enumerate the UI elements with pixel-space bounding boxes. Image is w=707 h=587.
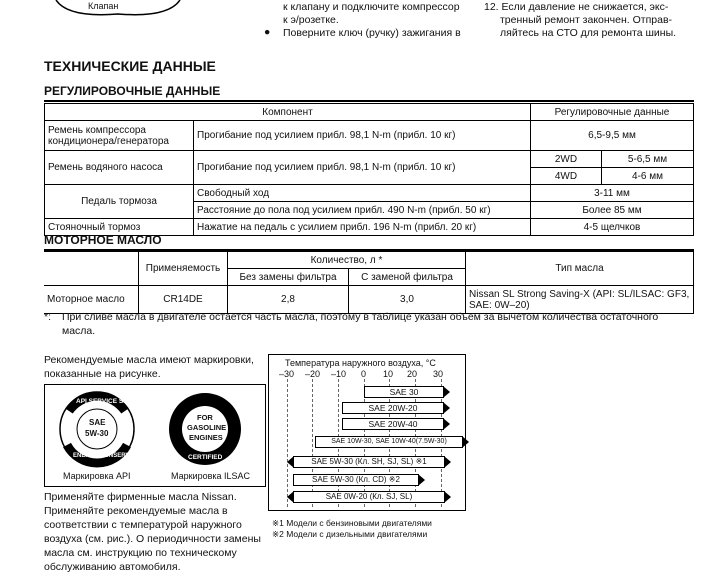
tick-label: 10 <box>383 369 394 379</box>
tick-label: –20 <box>305 369 321 379</box>
gridline <box>287 379 288 507</box>
component-desc: Расстояние до пола под усилием прибл. 490 N-m (прибл. 50 кг) <box>194 202 531 219</box>
oil-table <box>44 251 694 314</box>
apply-text: Применяйте фирменные масла Nissan. Применяйте рекомендуемые масла в соответствии с температурой наружного воздуха (см. рис.). О периодичности замены масла см. инструкцию по техническому обслуживанию автомобиля. <box>44 491 261 573</box>
oil-marks-box <box>44 384 266 487</box>
section-heading-tech: ТЕХНИЧЕСКИЕ ДАННЫЕ <box>44 58 216 74</box>
ilsac-center: GASOLINE <box>187 423 227 432</box>
footnote-mark: *: <box>44 311 52 323</box>
viscosity-bar: SAE 5W-30 (Кл. CD) ※2 <box>293 474 419 486</box>
tick-label: –30 <box>279 369 295 379</box>
component-name: Педаль тормоза <box>45 185 194 219</box>
instruction-line: ляйтесь на СТО для ремонта шины. <box>500 27 677 39</box>
ilsac-center: ENGINES <box>189 433 223 442</box>
api-center: SAE <box>89 418 106 427</box>
viscosity-chart <box>268 354 466 511</box>
bullet-icon: ● <box>264 26 271 38</box>
oil-row-no-filter: 2,8 <box>228 286 349 314</box>
oil-row-type: Nissan SL Strong Saving-X (API: SL/ILSAC: GF3, SAE: 0W–20) <box>466 286 694 314</box>
component-desc: Прогибание под усилием прибл. 98,1 N-m (прибл. 10 кг) <box>194 121 531 151</box>
header-value: Регулировочные данные <box>531 104 694 121</box>
instruction-line: тренный ремонт закончен. Отправ- <box>500 14 673 26</box>
instruction-line: к э/розетке. <box>283 14 339 26</box>
viscosity-bar: SAE 0W-20 (Кл. SJ, SL) <box>293 491 445 503</box>
header-no-filter: Без замены фильтра <box>228 269 349 286</box>
component-value: 4-6 мм <box>602 168 694 185</box>
tick-label: 0 <box>361 369 367 379</box>
api-center: 5W-30 <box>85 429 109 438</box>
api-label: Маркировка API <box>63 471 131 481</box>
component-value: 6,5-9,5 мм <box>531 121 694 151</box>
tick-label: –10 <box>331 369 347 379</box>
gridline <box>312 379 313 507</box>
api-ring-top: API SERVICE SJ <box>76 398 127 405</box>
section-heading-adjust: РЕГУЛИРОВОЧНЫЕ ДАННЫЕ <box>44 84 221 98</box>
header-qty: Количество, л * <box>228 252 466 269</box>
oil-row-filter: 3,0 <box>349 286 466 314</box>
viscosity-bar: SAE 10W-30, SAE 10W-40(7.5W-30) <box>315 436 463 448</box>
oil-row-name: Моторное масло <box>44 286 139 314</box>
chart-title: Температура наружного воздуха, °C <box>285 358 436 368</box>
component-desc: Нажатие на педаль с усилием прибл. 196 N-m (прибл. 20 кг) <box>194 219 531 236</box>
oil-row-apply: CR14DE <box>139 286 228 314</box>
component-name: Ремень компрессора кондиционера/генератора <box>45 121 194 151</box>
component-value: 4-5 щелчков <box>531 219 694 236</box>
adjustment-table <box>44 103 694 236</box>
api-ring-bottom: ENERGY CONSERVING <box>73 453 141 459</box>
component-name: Ремень водяного насоса <box>45 151 194 185</box>
component-value: 5-6,5 мм <box>602 151 694 168</box>
viscosity-bar: SAE 20W-20 <box>342 402 444 414</box>
drive-type: 2WD <box>531 151 602 168</box>
header-apply: Применяемость <box>139 252 228 286</box>
viscosity-bar: SAE 20W-40 <box>342 418 444 430</box>
drive-type: 4WD <box>531 168 602 185</box>
header-component: Компонент <box>45 104 531 121</box>
component-name: Стояночный тормоз <box>45 219 194 236</box>
ilsac-label: Маркировка ILSAC <box>171 471 251 481</box>
valve-caption: Клапан <box>88 1 119 11</box>
component-desc: Свободный ход <box>194 185 531 202</box>
component-value: 3-11 мм <box>531 185 694 202</box>
component-value: Более 85 мм <box>531 202 694 219</box>
ilsac-center: FOR <box>197 413 213 422</box>
footnote-text: При сливе масла в двигателе остается часть масла, поэтому в таблице указан объем за вычетом количества остаточного масла. <box>62 311 659 337</box>
section-heading-oil: МОТОРНОЕ МАСЛО <box>44 233 162 247</box>
tick-label: 30 <box>433 369 444 379</box>
ilsac-bottom: CERTIFIED <box>188 454 223 461</box>
instruction-line: 12. Если давление не снижается, экс- <box>484 1 669 13</box>
chart-note: ※2 Модели с дизельными двигателями <box>272 529 428 539</box>
header-filter: С заменой фильтра <box>349 269 466 286</box>
instruction-line: к клапану и подключите компрессор <box>283 1 460 13</box>
header-type: Тип масла <box>466 252 694 286</box>
divider <box>44 100 694 102</box>
viscosity-bar: SAE 5W-30 (Кл. SH, SJ, SL) ※1 <box>293 456 445 468</box>
recommend-text: Рекомендуемые масла имеют маркировки, показанные на рисунке. <box>44 354 254 380</box>
chart-note: ※1 Модели с бензиновыми двигателями <box>272 518 432 528</box>
tick-label: 20 <box>407 369 418 379</box>
viscosity-bar: SAE 30 <box>364 386 444 398</box>
instruction-line: Поверните ключ (ручку) зажигания в <box>283 27 461 39</box>
component-desc: Прогибание под усилием прибл. 98,1 N-m (прибл. 10 кг) <box>194 151 531 185</box>
